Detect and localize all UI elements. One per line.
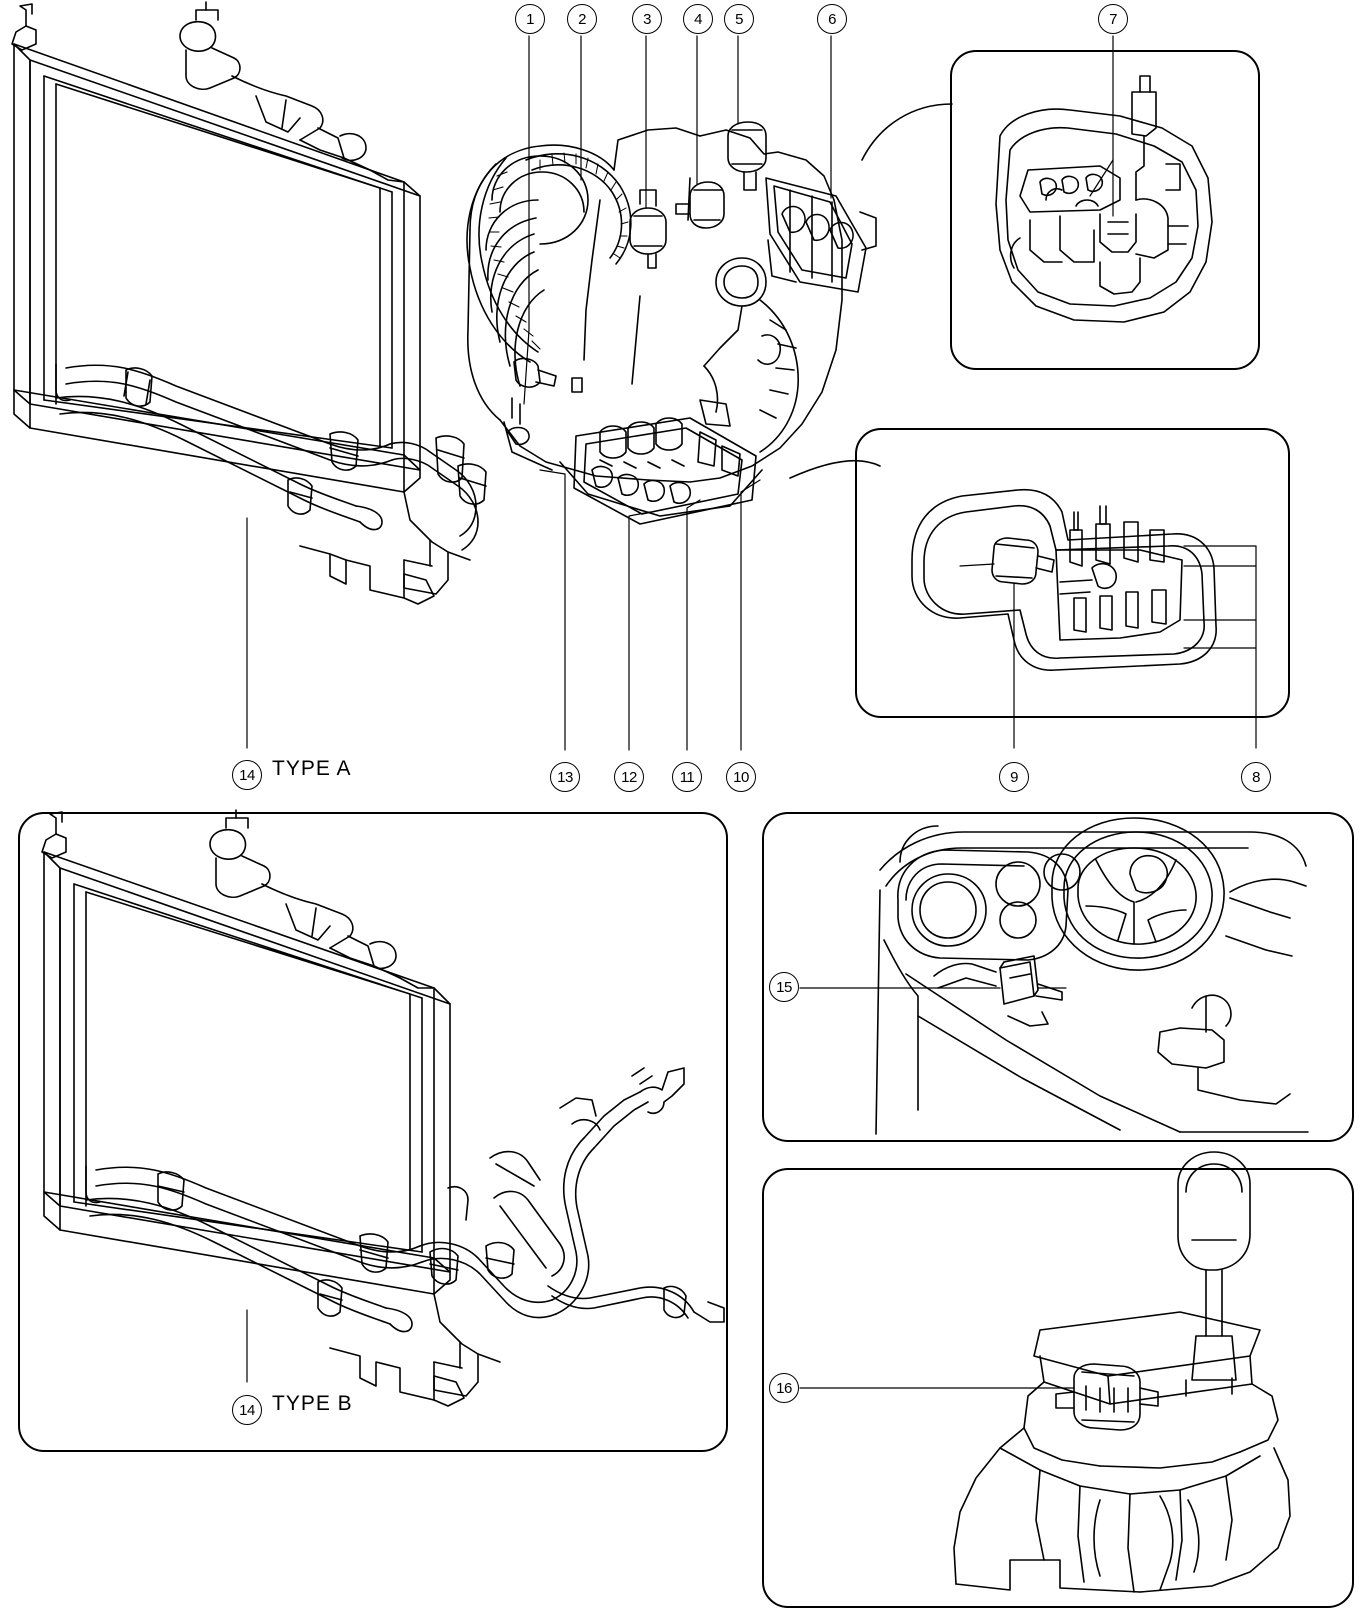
callout-13: 13 xyxy=(550,762,580,792)
panel-instrument xyxy=(762,812,1354,1142)
callout-4: 4 xyxy=(683,4,713,34)
callout-12: 12 xyxy=(614,762,644,792)
callout-11: 11 xyxy=(672,762,702,792)
callout-15: 15 xyxy=(769,972,799,1002)
callout-6: 6 xyxy=(817,4,847,34)
callout-9: 9 xyxy=(999,762,1029,792)
callout-16: 16 xyxy=(769,1373,799,1403)
label-type-a: TYPE A xyxy=(272,757,352,780)
transaxle-assembly xyxy=(467,122,876,524)
callout-14-type-a: 14 xyxy=(232,760,262,790)
leader-lines-top xyxy=(247,36,831,750)
callout-2: 2 xyxy=(567,4,597,34)
panel-shifter xyxy=(762,1168,1354,1608)
panel-detail-8-9 xyxy=(855,428,1290,718)
radiator-type-a xyxy=(12,2,486,604)
callout-10: 10 xyxy=(726,762,756,792)
callout-8: 8 xyxy=(1241,762,1271,792)
callout-5: 5 xyxy=(724,4,754,34)
callout-1: 1 xyxy=(515,4,545,34)
callout-3: 3 xyxy=(632,4,662,34)
panel-type-b xyxy=(18,812,728,1452)
callout-7: 7 xyxy=(1098,4,1128,34)
panel-detail-7 xyxy=(950,50,1260,370)
label-type-b: TYPE B xyxy=(272,1392,353,1415)
callout-14-type-b: 14 xyxy=(232,1395,262,1425)
